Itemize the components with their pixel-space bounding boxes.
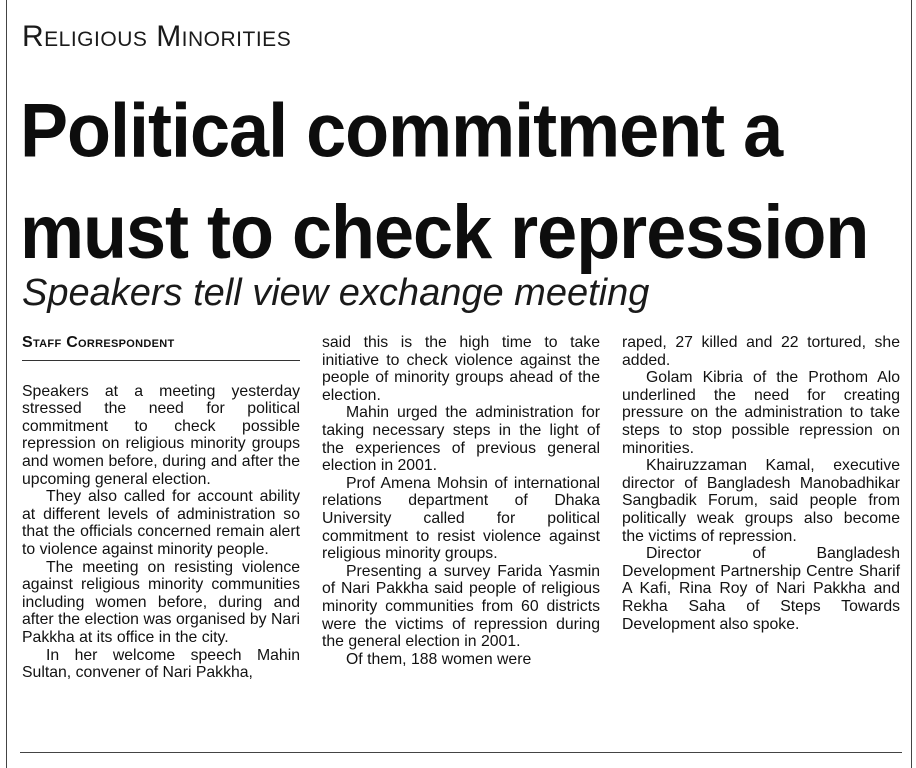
frame-border-left [6,0,7,768]
paragraph: Golam Kibria of the Prothom Alo underlined the need for creating pressure on the administration to take steps to stop possible repression on minorities. [622,369,900,457]
bottom-rule [20,752,902,753]
paragraph: The meeting on resisting violence against religious minority communities including women before, during and after the election was organised by Nari Pakkha at its office in the city. [22,558,300,646]
article-column-3 [622,334,900,633]
headline-line-1: Political commitment a [20,88,783,174]
paragraph: Director of Bangladesh Development Partnership Centre Sharif A Kafi, Rina Roy of Nari Pakkha and Rekha Saha of Steps Towards Development also spoke. [622,545,900,633]
paragraph: said this is the high time to take initiative to check violence against the people of minority groups ahead of the election. [322,334,600,404]
frame-border-right [911,0,912,768]
paragraph: Khairuzzaman Kamal, executive director of Bangladesh Manobadhikar Sangbadik Forum, said people from politically weak groups also become the victims of repression. [622,457,900,545]
article-column-1 [22,334,300,682]
paragraph: Speakers at a meeting yesterday stressed the need for political commitment to check possible repression on religious minority groups and women before, during and after the upcoming general election. [22,382,300,488]
headline-line-2: must to check repression [20,190,869,276]
byline: Staff Correspondent [22,334,300,361]
paragraph: Presenting a survey Farida Yasmin of Nari Pakkha said people of religious minority communities from 60 districts were the victims of repression during the general election in 2001. [322,562,600,651]
headline [20,80,900,284]
paragraph: Mahin urged the administration for taking necessary steps in the light of the experiences of previous general election in 2001. [322,404,600,475]
subheadline: Speakers tell view exchange meeting [22,272,650,314]
paragraph: They also called for account ability at different levels of administration so that the officials concerned remain alert to violence against minority people. [22,488,300,558]
paragraph: Prof Amena Mohsin of international relations department of Dhaka University called for political commitment to resist violence against religious minority groups. [322,474,600,563]
paragraph: raped, 27 killed and 22 tortured, she added. [622,334,900,369]
section-kicker: Religious Minorities [22,20,292,53]
article-column-2 [322,334,600,668]
paragraph: In her welcome speech Mahin Sultan, convener of Nari Pakkha, [22,646,300,682]
paragraph: Of them, 188 women were [346,650,532,668]
